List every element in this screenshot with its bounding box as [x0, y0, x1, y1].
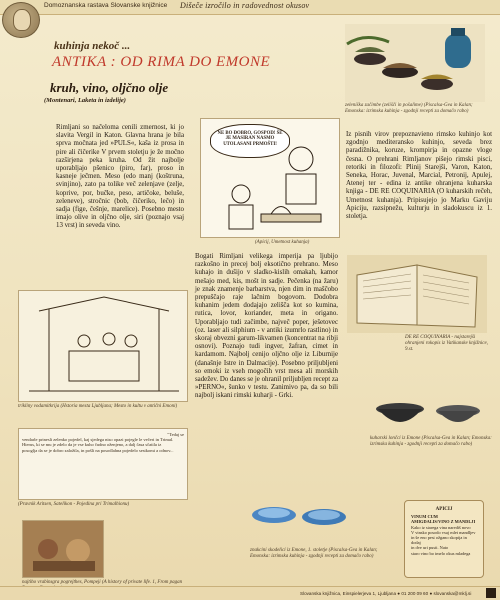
brand-right: Dišeče izročilo in radovednost okusov [180, 1, 310, 10]
library-logo-icon [2, 2, 40, 38]
rich-romans-text: Bogati Rimljani velikega imperija pa ljubijo razkošno in precej bolj eksotično prehrano. Meso kuhajo in dušijo v sladko-kislih omakah, kamor mešajo med, kis, mošt in sadje. Pečenka (na žaru) je znak znamenje barbarstva, njen dim in maščobo prepuščajo raje lačnim bogovom. Dodobra kuhanim jedem dodajajo zelišča kot so kumina, rutica, lovor, koriander, meta in origano. Uporabljajo tudi začimbe, največ poper, ješetovec (oz. laser ali silphium - v antiki izumrlo rastlino) in skoraj obvezni garum-likvamen (koncentrat na ribji osnovi). Poznajo tudi ingver, žafran, cimet in kardamom. Najbolj cenijo oljčno olje iz Liburnije (današnje Istre in Dalmacije). Posebno priljubljeni so emoki iz vseh mogočih vrst mesa ali morskih sadežev. Do danes se je ohranil priljubljen recept za »PERNO«, šunko v testu. Zanimivo pa, da so bili najbolj iskani rimski kuharji - Grki. [195, 253, 338, 400]
scroll-line: Kako iz starega vina narediš novo [411, 524, 471, 530]
spices-photo [345, 24, 485, 102]
footer-bar [0, 586, 500, 600]
manuscript-photo [347, 255, 487, 333]
cartoon-speech-bubble: NE BO ĐOBRO, GOSPOD! ŠE JE MASIRAN NASMO UTOLASANI PRMOŠTI! [210, 124, 290, 158]
excerpt-line: posoglja da se je dobro založila, in pošli na posodlahna pojedelo sestkomi a odnov... [22, 447, 174, 453]
scroll-line: in še eno pest ožgano skopija in dodaj [411, 535, 467, 546]
intro-text: Rimljani so načeloma cenili zmernost, ki jo slavita Vergil in Katon. Glavna hrana je bila sprva močnata jed »PULS«, kaša iz prosa in pire ali čičerike V prvem stoletju je že močno razširjena peka kruha. Od žit najbolje uporabljajo pšenico (piro, far), proso in kasneje ječmen. Meso (edo manj (koštruna, svinjino), zato pa tolike več zelenjave (zelje, koprive, por, bučke, peso, artičoke, beluše, zeleneve), stročnic (bob, čičeriko, lečo) in sadja (fige, češnje, marelice). Posebno mesto imajo olive in oljčno olje, siri (poznajo vsaj 13 vrst) in seveda vino. [56, 124, 184, 230]
page-title: ANTIKA : OD RIMA DO EMONE [52, 54, 271, 70]
clay-pots-photo [370, 393, 490, 435]
scroll-line: in dve uri pusti. Nato [411, 545, 449, 551]
cartoon-caption: (Apicij, Umetnost kuhanja) [255, 240, 310, 245]
scroll-title: APICIJ [435, 507, 453, 512]
spices-caption: zeleniška začimbe (zelišči in pošalime) (Piscalsa-Gea in Kalan; Emonska: izrimska kuhinja - zgodnji recepti za domačo rabo) [345, 103, 473, 114]
satyricon-excerpt [18, 428, 188, 500]
header-bar [0, 0, 500, 15]
scroll-line: V vinsko posodo vsuj mlet mandljev [411, 529, 476, 535]
clay-pots-caption: kuharski lončci iz Emone (Piscalsa-Gea in Kalan; Emonska: izrimska kuhinja - zgodnji recepti za domačo rabo) [370, 436, 492, 447]
excerpt-caption: (Pravnik Aritsen, Satelikon - Pojedina pri Trimalhionu) [18, 502, 130, 507]
recipe-scroll [398, 494, 490, 584]
excerpt-line: vendarle prinesli zelenko pojedel, kaj sjedega niso opazi pojegle le večeri in Trimal. [22, 437, 174, 443]
brand-left: Domoznanska rastava Slovanske knjižnice [44, 2, 168, 9]
footer-text: Slovanska knjižnica, Einspielerjeva 1, Ljubljana ● 01 200 09 60 ● slovanska@mklj.si [300, 591, 472, 596]
page-subtitle: kruh, vino, oljčno olje [50, 80, 169, 95]
excerpt-line: "Tedaj se [167, 432, 184, 437]
scroll-line: staro vino bo imelo okus mladega [411, 550, 471, 556]
excerpt-line: Hierus, ki se mu je zdelo da je vse kuho čudno oženjeno, a dalj časa sčatila iz [22, 442, 162, 448]
sketch-caption: trikliny vodamitkrija (Hstoria mesta Ljubljana; Mesto in kultu v antični Emoni) [18, 404, 178, 409]
banquet-sketch [18, 290, 188, 402]
blue-bowls-photo [250, 497, 348, 547]
pompeii-fresco [22, 520, 104, 578]
logo-face [13, 9, 31, 31]
blue-bowls-caption: znakcini skodelici iz Emone, 1. stoletje (Piscalsa-Gea in Kalan; Emonska: izrimska kuhinja - zgodnji recepti za domačo rabo) [250, 548, 378, 559]
manuscript-caption: DE RE COQUINARIA - najstarejši ohranjeni rokopis iz Vatikanske knjižnice, 9.st. [405, 335, 488, 352]
library-mark-icon [486, 588, 496, 598]
scroll-subtitle: VINUM CUM AMIGDALIS/VINO Z MANDLJI [411, 514, 476, 525]
subtitle-note: (Montenari, Laketa in izdelije) [44, 97, 126, 104]
section-kicker: kuhinja nekoč ... [54, 40, 131, 52]
sources-text: Iz pisnih virov prepoznavieno rimsko kuhinjo kot zgodnjo mediteransko kuhinjo, seveda brez paradižnika, koruze, krompirja in opazne vloge česna. O prehrani Rimljanov pišejo rimski pisci, retoriki in filozofi: Plinij Starejši, Varon, Katon, Seneka, Horac, Juvenal, Marcial, Petronij, Apulej, Atenej ter - edina iz antike ohranjena kuharska knjiga - DE RE COQUINARIA (O kuharskih rečeh, Umetnost kuhanja). Pripisujejo jo Marku Gaviju Apiciju, razsipnežu, kulturju in sladokuscu iz 1. stoletja. [346, 131, 492, 221]
fresco-caption: najtiho vrabinsgra pogrejthes, Pompeji (A history of private life. 1, From pagan [22, 580, 183, 585]
scroll-paper [404, 500, 484, 578]
